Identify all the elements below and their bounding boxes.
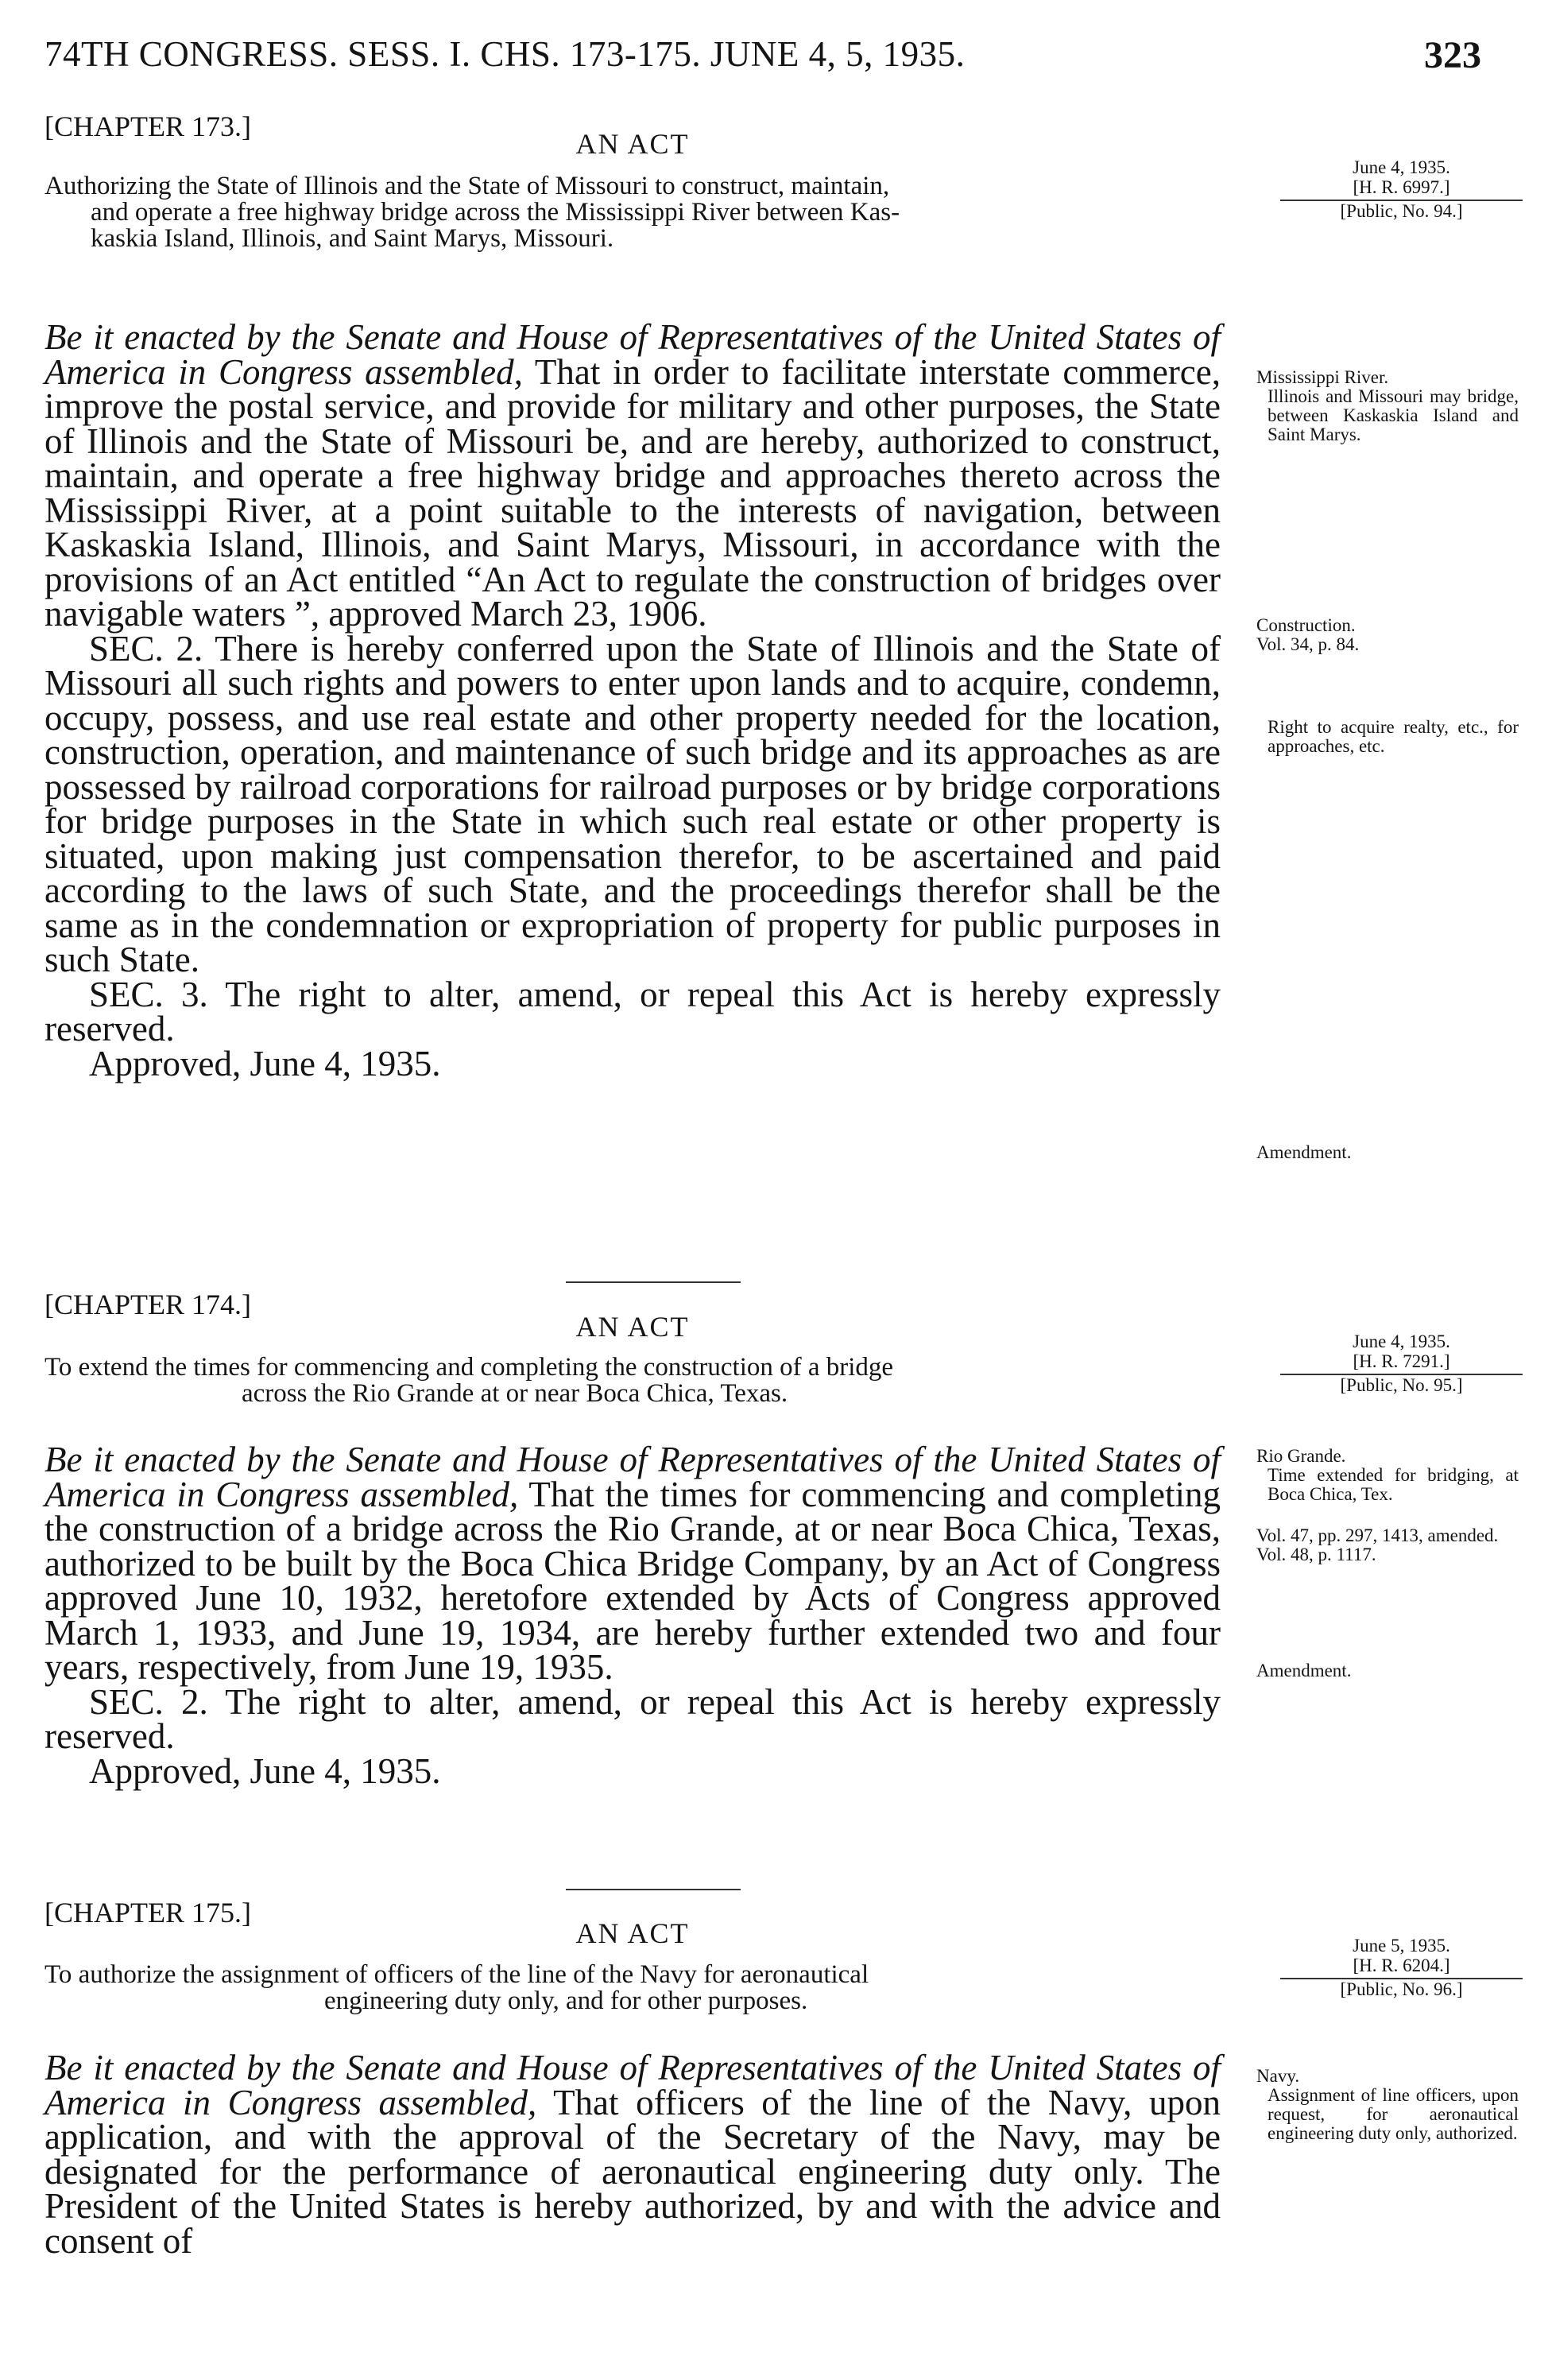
chapter-174	[45, 1288, 1519, 1828]
citation-bill: [H. R. 7291.]	[1353, 1351, 1450, 1371]
summary-line: kaskia Island, Illinois, and Saint Marys, Missouri.	[91, 224, 614, 253]
chapter-label: [CHAPTER 174.]	[45, 1289, 251, 1320]
section-text: The right to alter, amend, or repeal this Act is hereby expressly reserved.	[45, 974, 1221, 1049]
margin-note-body: Time extended for bridging, at Boca Chica, Tex.	[1268, 1465, 1519, 1504]
page-number: 323	[1424, 34, 1481, 76]
section-text: There is hereby conferred upon the State of Illinois and the State of Missouri all such rights and powers to enter upon lands and to acquire, condemn, occupy, possess, and use real estate and other property needed for the location, construction, operation, and maintenance of such bridge and its approaches as are possessed by railroad corporations for railroad purposes or by bridge corporations for bridge purposes in the State in which such real estate or other property is situated, upon making just compensation therefor, to be ascertained and paid according to the laws of such State, and the proceedings therefor shall be the same as in the condemnation or expropriation of property for public purposes in such State.	[45, 628, 1221, 979]
summary-line: To authorize the assignment of officers of the line of the Navy for aeronautical	[45, 1960, 869, 1989]
margin-note-title: Rio Grande.	[1256, 1446, 1346, 1466]
citation-public: [Public, No. 95.]	[1340, 1375, 1463, 1395]
citation-date: June 4, 1935.	[1353, 157, 1450, 177]
act-heading: AN ACT	[575, 1311, 690, 1343]
chapter-separator-rule	[566, 1281, 741, 1283]
citation-public: [Public, No. 96.]	[1340, 1979, 1463, 1999]
margin-note	[1256, 2067, 1519, 2143]
section-text: The right to alter, amend, or repeal this Act is hereby expressly reserved.	[45, 1681, 1221, 1756]
running-head: 74TH CONGRESS. SESS. I. CHS. 173-175. JUNE 4, 5, 1935.	[45, 34, 966, 74]
approval-line: Approved, June 4, 1935.	[89, 1750, 441, 1791]
page-header	[45, 33, 1481, 89]
margin-note	[1256, 616, 1519, 654]
enacting-clause: Be it enacted by the Senate and House of Representatives of the United States of America in Congress assembled,	[45, 317, 1221, 392]
section-2	[45, 628, 1221, 979]
enacting-clause: Be it enacted by the Senate and House of Representatives of the United States of America in Congress assembled,	[45, 1440, 1221, 1514]
chapter-173	[45, 110, 1519, 1238]
margin-note-title: Amendment.	[1256, 1661, 1352, 1680]
section-1	[45, 1440, 1221, 1687]
summary-line: To extend the times for commencing and completing the construction of a bridge	[45, 1353, 894, 1382]
margin-note-body: Vol. 48, p. 1117.	[1256, 1545, 1376, 1564]
margin-note	[1256, 368, 1519, 444]
act-summary	[45, 1355, 1221, 1407]
approval-line: Approved, June 4, 1935.	[89, 1043, 441, 1083]
section-label: SEC. 3.	[89, 974, 208, 1014]
margin-note-title: Navy.	[1256, 2066, 1300, 2086]
section-1	[45, 2048, 1221, 2261]
section-text: That in order to facilitate interstate commerce, improve the postal service, and provide for military and other purposes, the State of Illinois and the State of Missouri be, and are hereby, authorized to construct, maintain, and operate a free highway bridge and approaches thereto across the Mississippi River, at a point suitable to the interests of navigation, between Kaskaskia Island, Illinois, and Saint Marys, Missouri, in accordance with the provisions of an Act entitled “An Act to regulate the construction of bridges over navigable waters ”, approved March 23, 1906.	[45, 351, 1221, 634]
chapter-separator-rule	[566, 1889, 741, 1890]
act-body	[45, 1440, 1221, 1791]
act-summary	[45, 1962, 1221, 2014]
act-heading: AN ACT	[575, 128, 690, 160]
section-label: SEC. 2.	[89, 1681, 208, 1722]
margin-note	[1256, 1526, 1519, 1564]
margin-note	[1256, 1661, 1519, 1680]
margin-note-title: Construction.	[1256, 615, 1356, 635]
section-label: SEC. 2.	[89, 628, 203, 669]
margin-notes	[1256, 110, 1519, 1223]
margin-note-body: Assignment of line officers, upon request, for aeronautical engineering duty only, authorized.	[1268, 2085, 1519, 2143]
section-text: That the times for commencing and completing the construction of a bridge across the Rio Grande, at or near Boca Chica, Texas, authorized to be built by the Boca Chica Bridge Company, by an Act of Congress approved June 10, 1932, heretofore extended by Acts of Congress approved March 1, 1933, and June 19, 1934, are hereby further extended two and four years, respectively, from June 19, 1935.	[45, 1474, 1221, 1687]
enacting-clause: Be it enacted by the Senate and House of Representatives of the United States of America in Congress assembled,	[45, 2048, 1221, 2122]
summary-line: engineering duty only, and for other purposes.	[324, 1987, 808, 2015]
margin-note-body: Illinois and Missouri may bridge, between Kaskaskia Island and Saint Marys.	[1268, 386, 1519, 444]
section-3	[45, 974, 1221, 1049]
margin-notes	[1256, 1288, 1519, 1828]
margin-note-body: Right to acquire realty, etc., for approaches, etc.	[1268, 717, 1519, 756]
citation-public: [Public, No. 94.]	[1340, 201, 1463, 221]
margin-note-title: Vol. 47, pp. 297, 1413, amended.	[1256, 1525, 1499, 1545]
margin-note-title: Mississippi River.	[1256, 367, 1389, 387]
citation-bill: [H. R. 6204.]	[1353, 1956, 1450, 1975]
section-2	[45, 1681, 1221, 1756]
act-heading: AN ACT	[575, 1917, 690, 1949]
act-body	[45, 317, 1221, 1083]
section-1	[45, 317, 1221, 634]
chapter-175	[45, 1896, 1519, 2365]
margin-note-title: Amendment.	[1256, 1142, 1352, 1162]
summary-line: across the Rio Grande at or near Boca Chica, Texas.	[242, 1379, 788, 1408]
margin-notes	[1256, 1896, 1519, 2357]
chapter-label: [CHAPTER 175.]	[45, 1897, 251, 1928]
margin-note	[1256, 718, 1519, 756]
section-text: That officers of the line of the Navy, upon application, and with the approval of the Secretary of the Navy, may be designated for the performance of aeronautical engineering duty only. The President of the United States is hereby authorized, by and with the advice and consent of	[45, 2082, 1221, 2261]
chapter-label: [CHAPTER 173.]	[45, 110, 251, 142]
act-body	[45, 2048, 1221, 2261]
citation-bill: [H. R. 6997.]	[1353, 177, 1450, 197]
margin-note	[1256, 1447, 1519, 1504]
margin-note	[1256, 1143, 1519, 1162]
summary-line: and operate a free highway bridge across the Mississippi River between Kas-	[91, 198, 900, 227]
summary-line: Authorizing the State of Illinois and the State of Missouri to construct, maintain,	[45, 172, 890, 200]
act-summary	[45, 173, 1221, 252]
citation-date: June 5, 1935.	[1353, 1936, 1450, 1956]
citation-date: June 4, 1935.	[1353, 1331, 1450, 1351]
margin-note-body: Vol. 34, p. 84.	[1256, 634, 1360, 654]
